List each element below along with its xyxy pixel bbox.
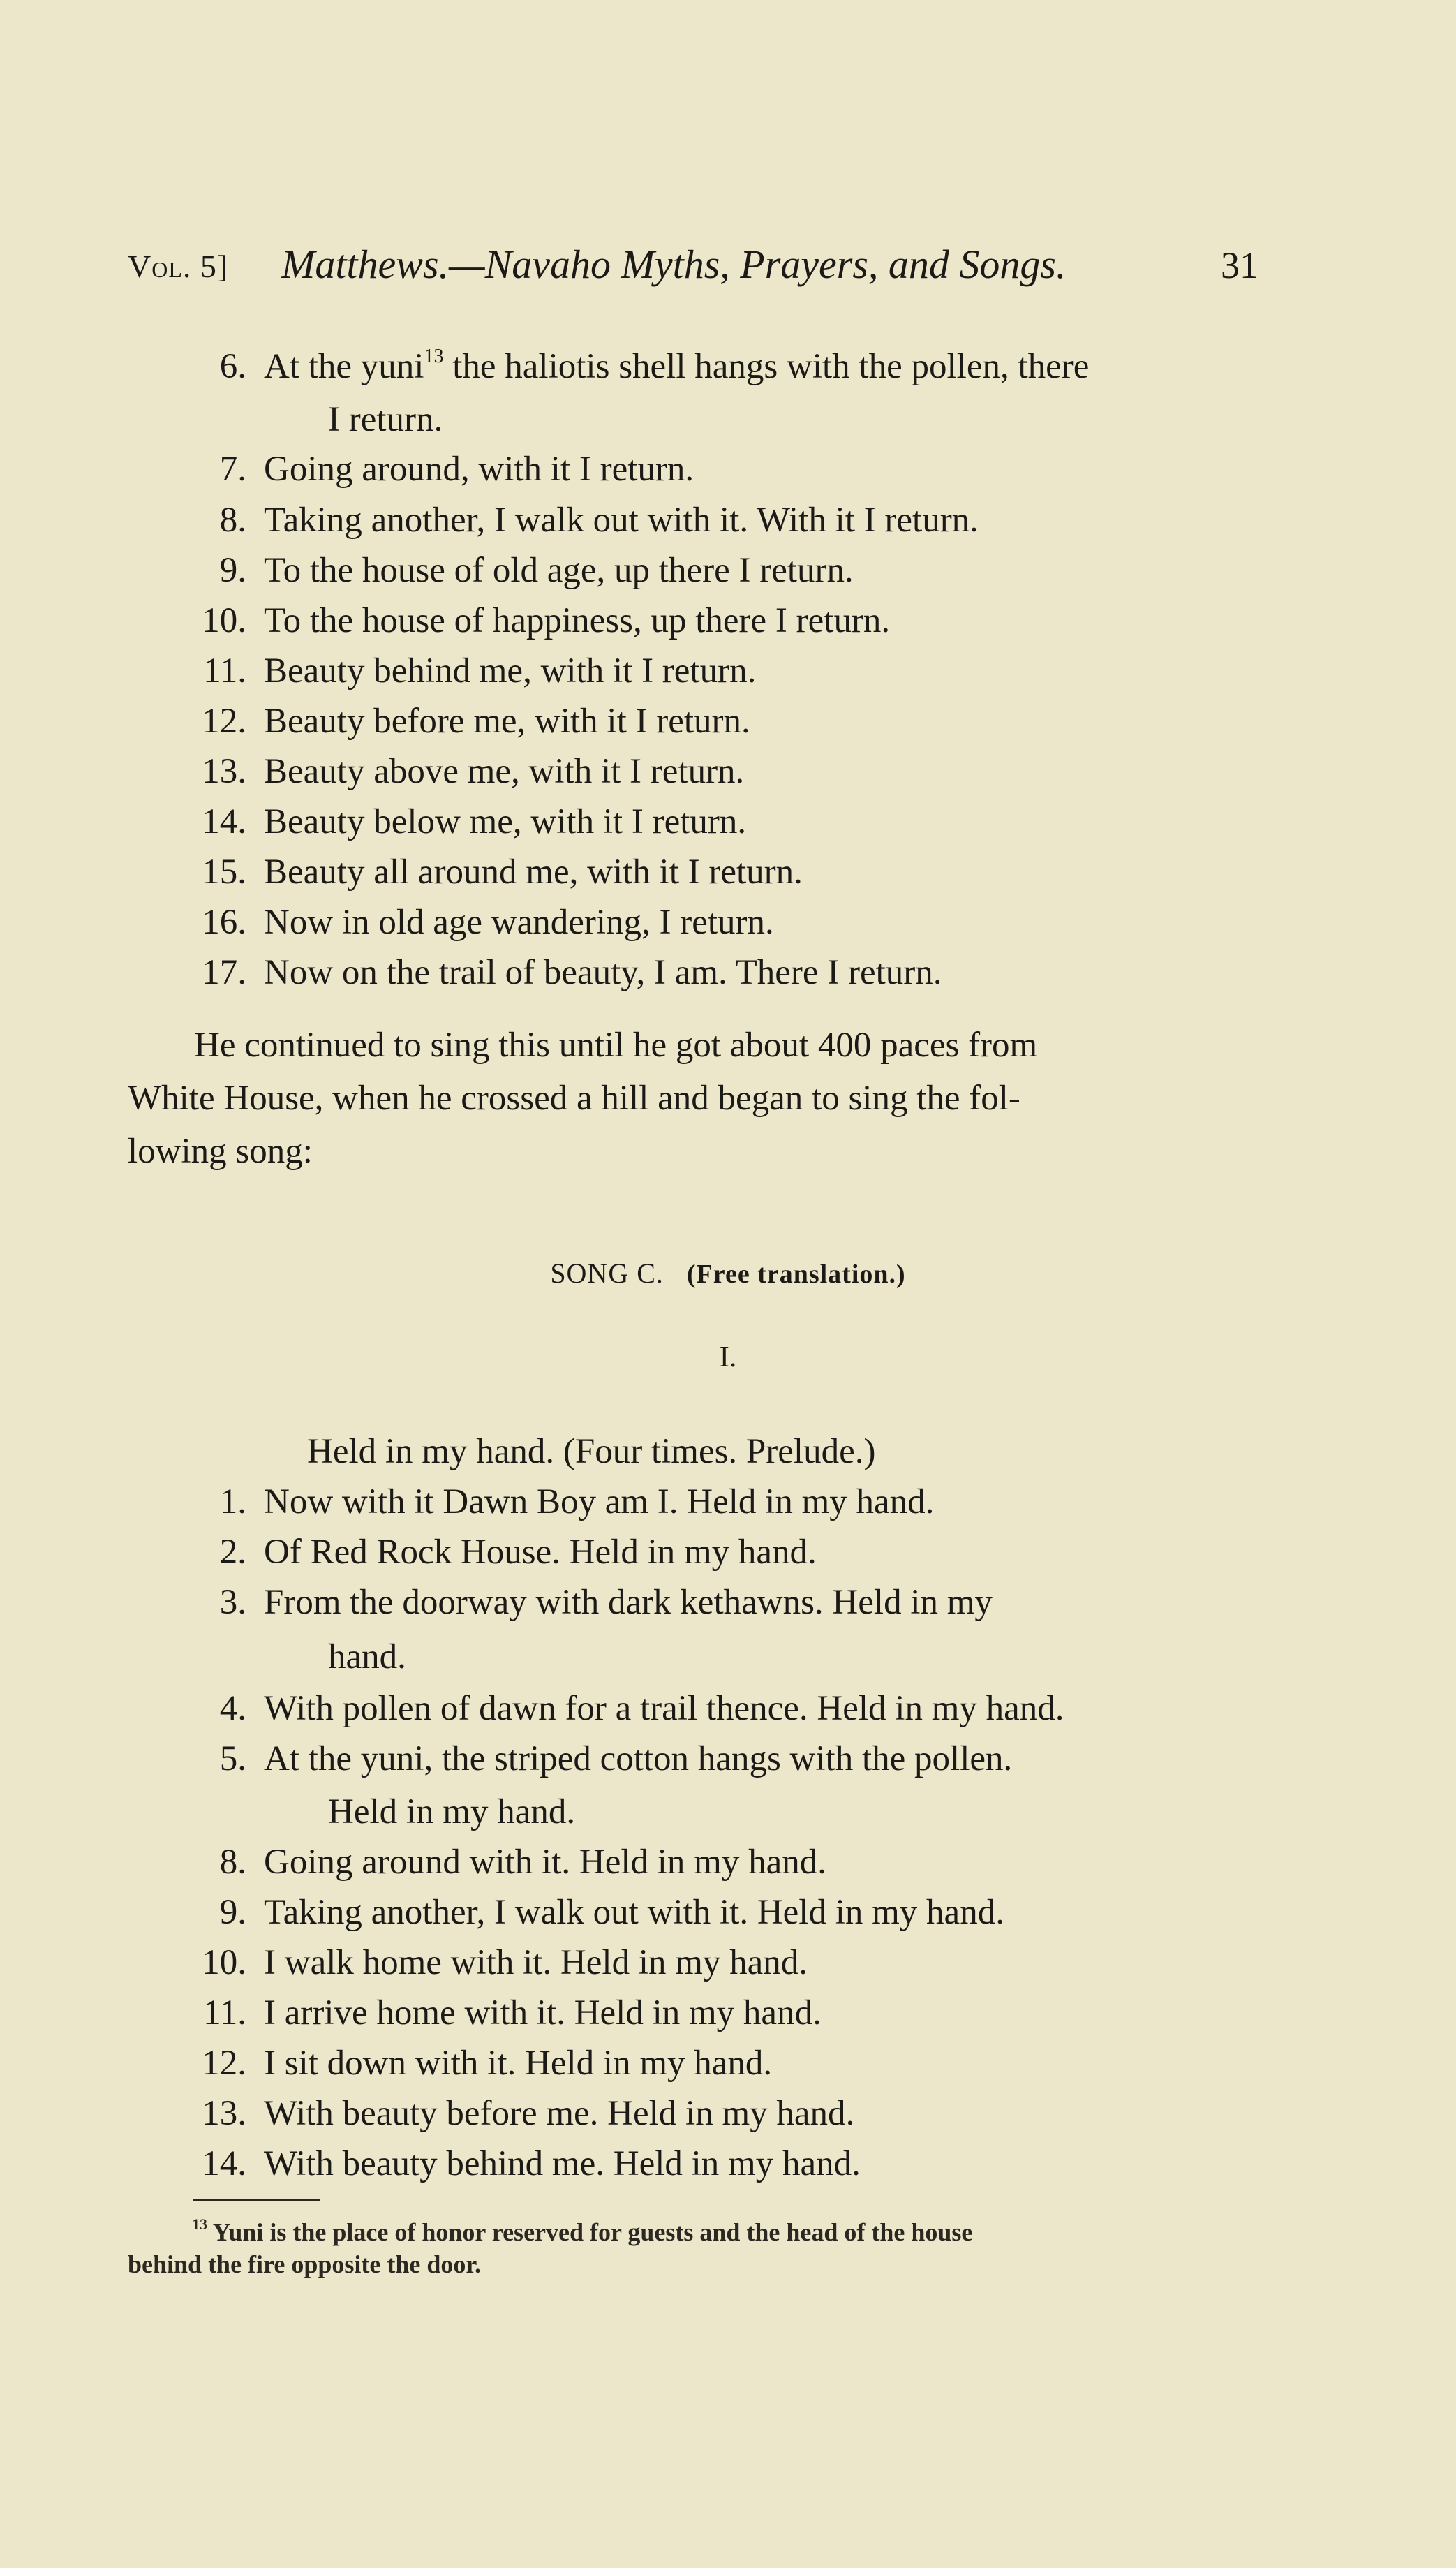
list-item-number: 13. <box>202 752 246 791</box>
list-item-text: Beauty before me, with it I return. <box>264 702 750 741</box>
list-item-text: At the yuni$^{13}$ the haliotis shell hangs with the pollen, there <box>264 346 1090 386</box>
list-item-number: 5. <box>219 1739 246 1778</box>
paragraph-line: lowing song: <box>128 1132 313 1171</box>
list-item-text: Now in old age wandering, I return. <box>264 903 774 942</box>
footnote-reference[interactable]: 13 <box>424 346 444 367</box>
song-title: SONG C. <box>550 1257 664 1289</box>
section-numeral: I. <box>719 1341 737 1373</box>
list-item-number: 15. <box>202 853 246 892</box>
list-item-text: With beauty before me. Held in my hand. <box>264 2094 855 2133</box>
list-item-text: Beauty behind me, with it I return. <box>264 651 757 691</box>
paragraph-line: He continued to sing this until he got about 400 paces from <box>194 1026 1038 1065</box>
list-item-text: Now on the trail of beauty, I am. There I return. <box>264 953 942 992</box>
list-item-number: 11. <box>203 1993 246 2032</box>
list-item-number: 17. <box>202 953 246 992</box>
list-item-text: Going around, with it I return. <box>264 450 694 489</box>
list-item-number: 14. <box>202 802 246 841</box>
list-item-text: Of Red Rock House. Held in my hand. <box>264 1533 817 1572</box>
list-item-number: 2. <box>219 1533 246 1572</box>
list-item-number: 14. <box>202 2144 246 2183</box>
running-title: Matthews.—Navaho Myths, Prayers, and Songs. <box>281 242 1067 287</box>
list-item-continuation: I return. <box>328 400 443 439</box>
list-item-text: Beauty above me, with it I return. <box>264 752 745 791</box>
list-item-number: 8. <box>219 1843 246 1882</box>
list-item-number: 16. <box>202 903 246 942</box>
footnote-marker: 13 <box>192 2215 207 2233</box>
paragraph-line: White House, when he crossed a hill and began to sing the fol- <box>128 1079 1020 1118</box>
footnote-divider <box>193 2199 320 2201</box>
list-item-number: 1. <box>219 1482 246 1521</box>
list-item-text: I arrive home with it. Held in my hand. <box>264 1993 822 2032</box>
list-item-text: I walk home with it. Held in my hand. <box>264 1943 808 1982</box>
footnote-line: behind the fire opposite the door. <box>128 2250 482 2278</box>
list-item-number: 12. <box>202 702 246 741</box>
list-item-number: 7. <box>219 450 246 489</box>
body-paragraph <box>128 1025 1258 1184</box>
list-item-number: 13. <box>202 2094 246 2133</box>
list-item-text: Taking another, I walk out with it. With it I return. <box>264 501 979 540</box>
list-item-number: 9. <box>219 1893 246 1932</box>
list-item-text: To the house of old age, up there I return. <box>264 551 854 590</box>
list-item-number: 8. <box>219 501 246 540</box>
page-number: 31 <box>1221 244 1258 286</box>
list-item-text: Taking another, I walk out with it. Held in my hand. <box>264 1893 1004 1932</box>
list-item-text: With pollen of dawn for a trail thence. Held in my hand. <box>264 1689 1064 1728</box>
list-item-text: Beauty below me, with it I return. <box>264 802 747 841</box>
footnote <box>128 2215 1258 2282</box>
list-item-number: 10. <box>202 601 246 640</box>
list-item-number: 6. <box>219 347 246 386</box>
volume-label: Vol. 5] <box>128 249 229 284</box>
list-item-continuation: hand. <box>328 1637 406 1676</box>
list-item-text: Beauty all around me, with it I return. <box>264 853 803 892</box>
list-item-text: With beauty behind me. Held in my hand. <box>264 2144 861 2183</box>
list-item-text: Now with it Dawn Boy am I. Held in my hand. <box>264 1482 935 1521</box>
list-item-text: Going around with it. Held in my hand. <box>264 1843 826 1882</box>
list-item-number: 4. <box>219 1689 246 1728</box>
list-item-text: From the doorway with dark kethawns. Held in my <box>264 1583 993 1622</box>
list-item-text: To the house of happiness, up there I return. <box>264 601 891 640</box>
song-subtitle: (Free translation.) <box>686 1260 906 1289</box>
footnote-line: $^{13}$ Yuni is the place of honor reserved for guests and the head of the house <box>192 2215 973 2246</box>
list-item-number: 3. <box>219 1583 246 1622</box>
list-item-number: 11. <box>203 651 246 691</box>
list-item-number: 10. <box>202 1943 246 1982</box>
list-item-text: At the yuni, the striped cotton hangs with the pollen. <box>264 1739 1013 1778</box>
running-header <box>128 241 1258 290</box>
song-heading <box>0 1257 1456 1290</box>
list-item-number: 9. <box>219 551 246 590</box>
list-item-continuation: Held in my hand. <box>328 1792 576 1831</box>
song-prelude: Held in my hand. (Four times. Prelude.) <box>307 1432 876 1471</box>
list-item-text: I sit down with it. Held in my hand. <box>264 2044 773 2083</box>
list-item-number: 12. <box>202 2044 246 2083</box>
